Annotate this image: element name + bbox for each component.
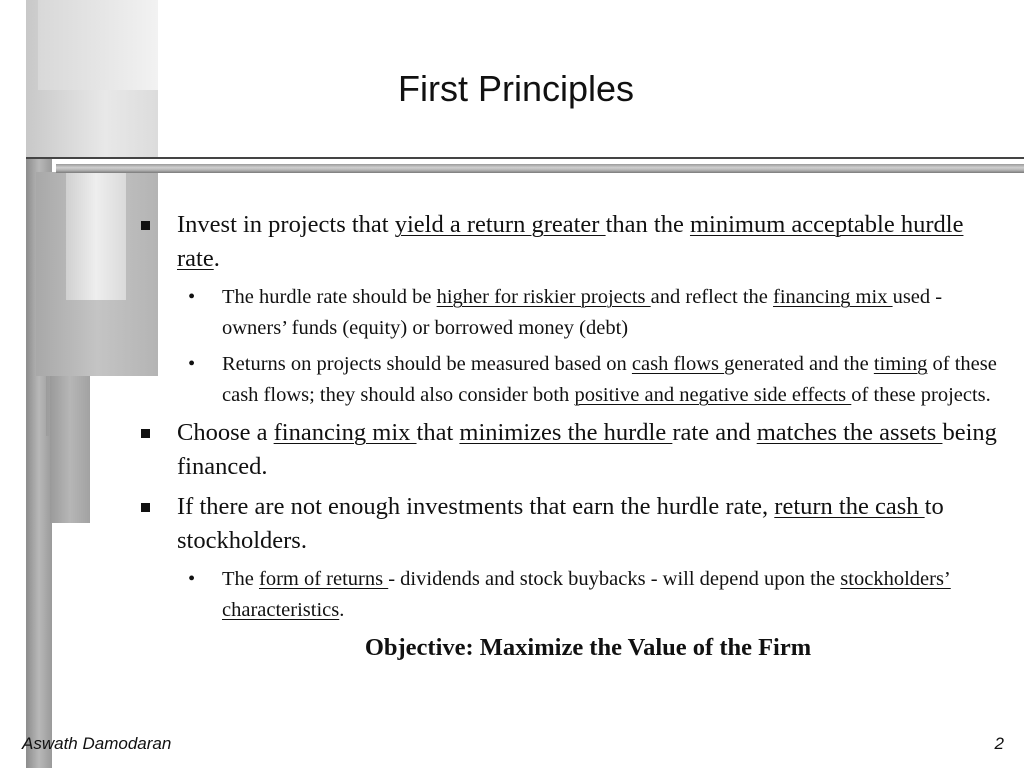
subbullet-hurdle-rate bbox=[138, 282, 998, 344]
underlined-phrase: positive and negative side effects bbox=[574, 384, 852, 406]
bullet-text: - dividends and stock buybacks - will depend upon the bbox=[388, 568, 841, 590]
underlined-phrase: timing bbox=[873, 353, 928, 375]
underlined-phrase: cash flows bbox=[631, 353, 725, 375]
underlined-phrase: yield a return greater bbox=[394, 211, 606, 238]
underlined-phrase: form of returns bbox=[259, 568, 389, 590]
objective-statement: Objective: Maximize the Value of the Firm bbox=[364, 634, 812, 661]
decor-block-bottom bbox=[50, 376, 90, 523]
bullet-text: used - owners’ funds (equity) or borrowed money (debt) bbox=[222, 286, 943, 339]
bullet-text: being financed. bbox=[177, 419, 997, 480]
square-bullet-icon bbox=[141, 221, 150, 230]
bullet-text: If there are not enough investments that earn the hurdle rate, bbox=[177, 493, 775, 520]
bullet-return-cash bbox=[138, 490, 998, 558]
bullet-text: The bbox=[222, 568, 259, 590]
underlined-phrase: higher for riskier projects bbox=[436, 286, 651, 308]
underlined-phrase: matches the assets bbox=[756, 419, 943, 446]
decor-block-light-inner bbox=[38, 0, 158, 90]
bullet-text: and reflect the bbox=[650, 286, 774, 308]
bullet-text: to stockholders. bbox=[177, 493, 944, 554]
bullet-text: Choose a bbox=[177, 419, 274, 446]
title-divider-thick bbox=[56, 164, 1024, 173]
bullet-text: of these projects. bbox=[851, 384, 991, 406]
bullet-text: Invest in projects that bbox=[177, 211, 395, 238]
underlined-phrase: minimizes the hurdle bbox=[459, 419, 673, 446]
bullet-financing bbox=[138, 416, 998, 484]
underlined-phrase: stockholders’ characteristics bbox=[222, 568, 951, 621]
dot-bullet-icon: • bbox=[188, 568, 196, 590]
square-bullet-icon bbox=[141, 429, 150, 438]
footer-author: Aswath Damodaran bbox=[22, 734, 172, 753]
bullet-text: Returns on projects should be measured based on bbox=[222, 353, 632, 375]
dot-bullet-icon: • bbox=[188, 286, 196, 308]
bullet-text: that bbox=[416, 419, 460, 446]
subbullet-returns bbox=[138, 349, 998, 411]
slide-content bbox=[138, 208, 998, 662]
bullet-text: generated and the bbox=[724, 353, 874, 375]
bullet-text: The hurdle rate should be bbox=[222, 286, 437, 308]
bullet-text: rate and bbox=[672, 419, 757, 446]
title-divider-thin bbox=[26, 157, 1024, 159]
bullet-invest bbox=[138, 208, 998, 276]
slide-title: First Principles bbox=[397, 68, 635, 109]
bullet-text: . bbox=[213, 245, 220, 272]
underlined-phrase: return the cash bbox=[774, 493, 925, 520]
underlined-phrase: minimum acceptable hurdle rate bbox=[177, 211, 964, 272]
page-number: 2 bbox=[994, 734, 1004, 753]
underlined-phrase: financing mix bbox=[273, 419, 417, 446]
dot-bullet-icon: • bbox=[188, 353, 196, 375]
bullet-text: . bbox=[339, 599, 345, 621]
decor-block-inner-light bbox=[66, 172, 126, 300]
bullet-text: than the bbox=[605, 211, 690, 238]
square-bullet-icon bbox=[141, 503, 150, 512]
underlined-phrase: financing mix bbox=[773, 286, 893, 308]
bullet-text: of these cash flows; they should also consider both bbox=[222, 353, 997, 406]
subbullet-form-of-returns bbox=[138, 564, 998, 626]
